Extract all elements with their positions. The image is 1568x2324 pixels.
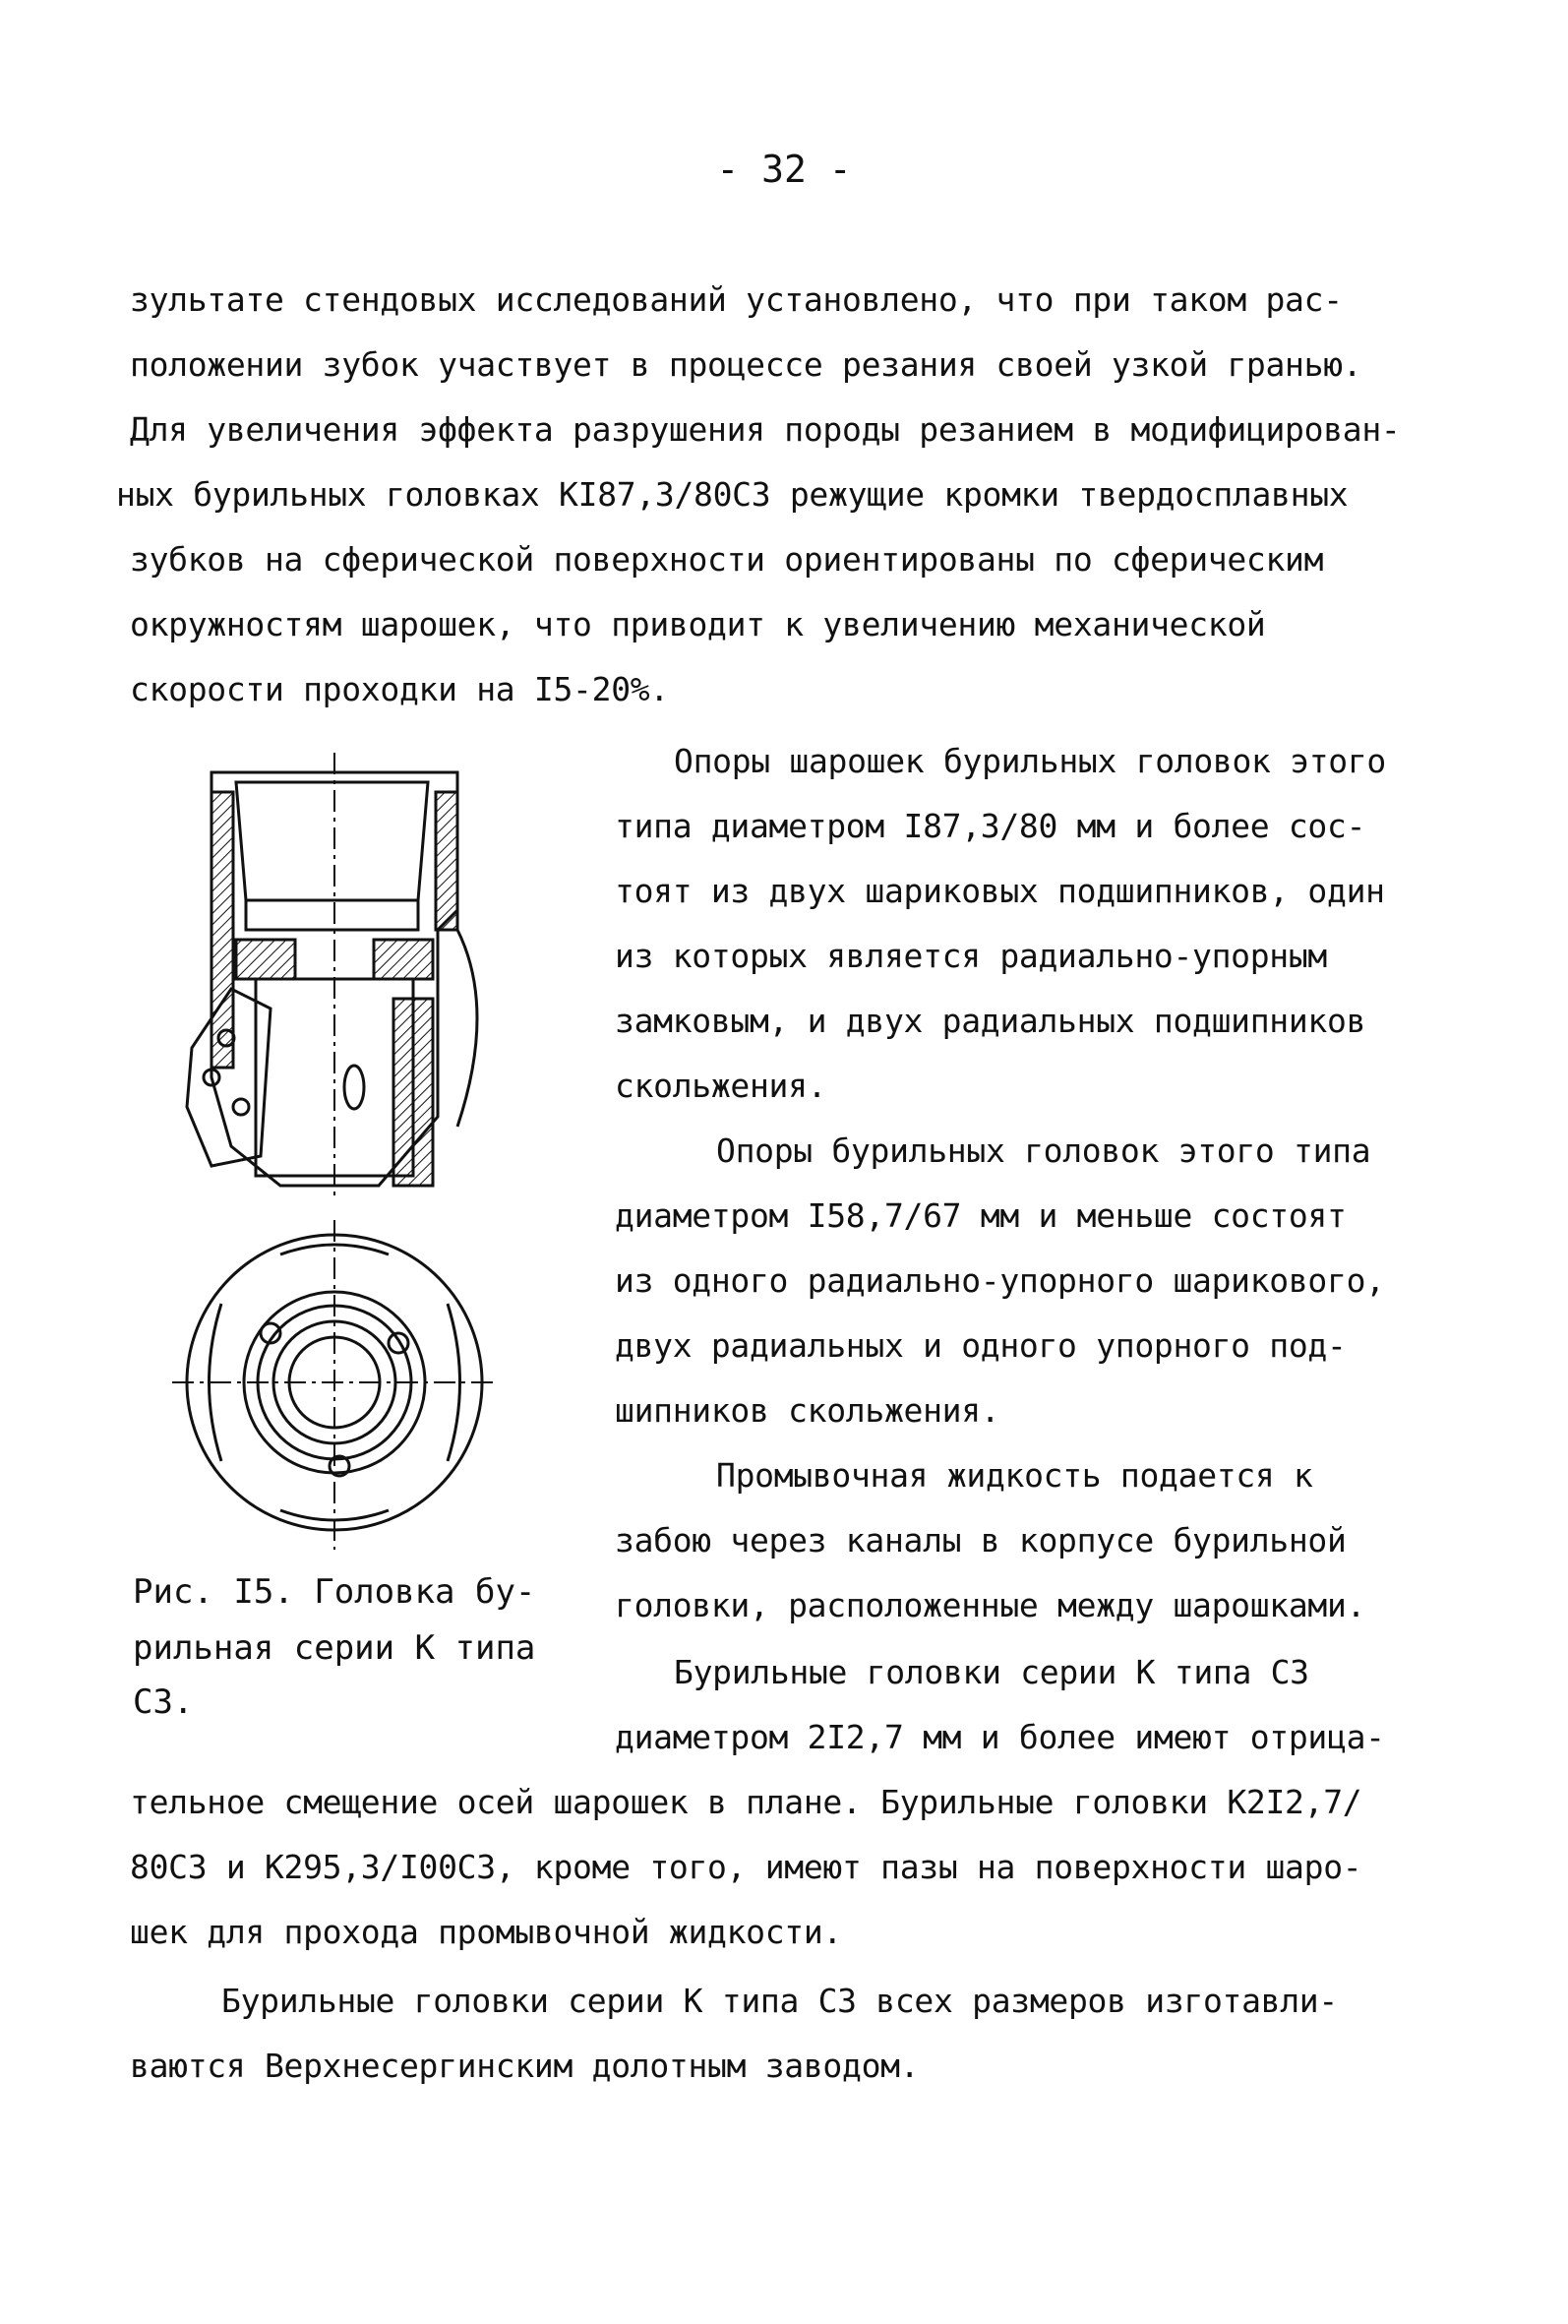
text-line: тоят из двух шариковых подшипников, один <box>615 872 1385 910</box>
text-line: 80СЗ и К295,3/I00СЗ, кроме того, имеют пазы на поверхности шаро- <box>130 1848 1362 1886</box>
text-line: головки, расположенные между шарошками. <box>615 1586 1366 1624</box>
text-line: замковым, и двух радиальных подшипников <box>615 1002 1366 1040</box>
text-line: Опоры шарошек бурильных головок этого <box>674 742 1387 780</box>
text-line: ваются Верхнесергинским долотным заводом. <box>130 2047 920 2085</box>
text-line: Для увеличения эффекта разрушения породы резанием в модифицирован- <box>130 410 1401 449</box>
text-line: Бурильные головки серии К типа СЗ всех размеров изготавли- <box>221 1982 1338 2020</box>
text-line: диаметром 2I2,7 мм и более имеют отрица- <box>615 1718 1385 1756</box>
drill-head-bottom-view <box>172 1220 497 1550</box>
drill-head-figure <box>172 753 497 1550</box>
text-line: зультате стендовых исследований установлено, что при таком рас- <box>130 280 1343 319</box>
text-line: скольжения. <box>615 1067 827 1105</box>
text-line: забою через каналы в корпусе бурильной <box>615 1521 1347 1560</box>
text-line: Опоры бурильных головок этого типа <box>716 1131 1371 1170</box>
text-line: шипников скольжения. <box>615 1391 1000 1430</box>
text-line: положении зубок участвует в процессе резания своей узкой гранью. <box>130 345 1362 384</box>
text-line: из которых является радиально-упорным <box>615 937 1328 975</box>
figure-caption-line: рильная серии К типа <box>133 1628 536 1668</box>
text-line: Промывочная жидкость подается к <box>716 1456 1313 1495</box>
figure-caption-line: СЗ. <box>133 1682 194 1722</box>
text-line: шек для прохода промывочной жидкости. <box>130 1913 843 1951</box>
text-line: окружностям шарошек, что приводит к увеличению механической <box>130 605 1266 643</box>
text-line: тельное смещение осей шарошек в плане. Бурильные головки К2I2,7/ <box>130 1783 1362 1821</box>
text-line: Бурильные головки серии К типа СЗ <box>674 1653 1309 1691</box>
text-line: зубков на сферической поверхности ориентированы по сферическим <box>130 540 1324 579</box>
figure-caption-line: Рис. I5. Головка бу- <box>133 1572 536 1612</box>
text-line: ных бурильных головках КI87,3/80СЗ режущие кромки твердосплавных <box>116 475 1349 514</box>
page-number: - 32 - <box>716 148 852 191</box>
text-line: типа диаметром I87,3/80 мм и более сос- <box>615 807 1366 845</box>
text-line: диаметром I58,7/67 мм и меньше состоят <box>615 1196 1347 1235</box>
drill-head-section-view <box>187 753 477 1195</box>
text-line: двух радиальных и одного упорного под- <box>615 1326 1347 1365</box>
text-line: из одного радиально-упорного шарикового, <box>615 1261 1385 1300</box>
text-line: скорости проходки на I5-20%. <box>130 670 669 708</box>
